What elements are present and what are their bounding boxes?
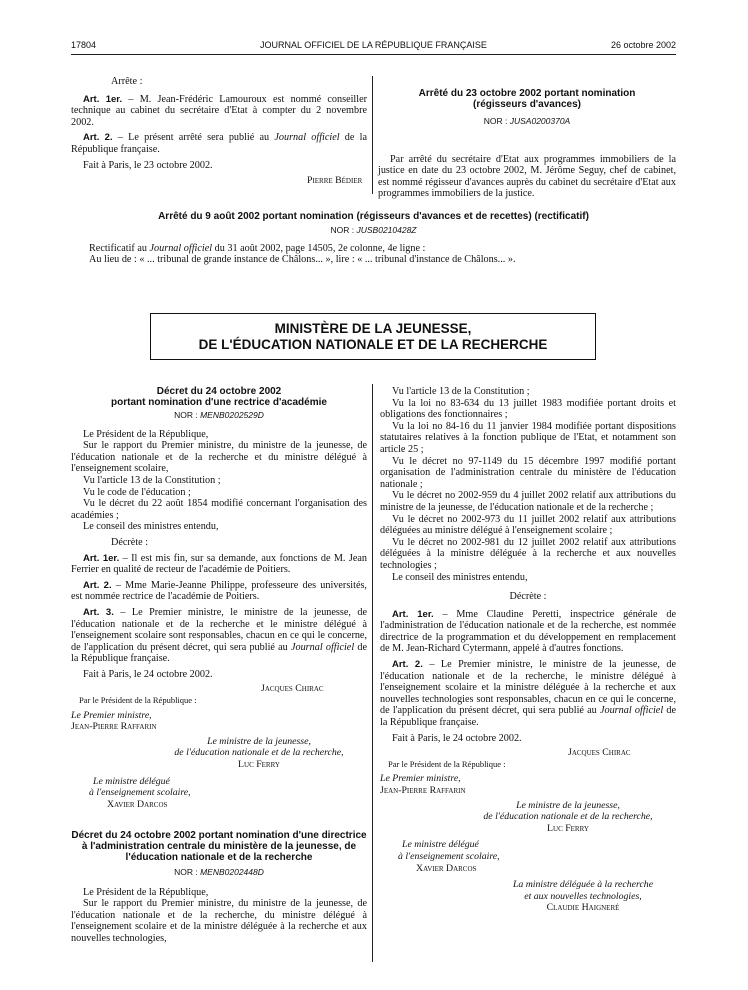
journal-title: JOURNAL OFFICIEL DE LA RÉPUBLIQUE FRANÇAISE [260,40,487,50]
decret2-president: Le Président de la République, [83,886,209,898]
decret2-min-title1: Le ministre de la jeunesse, [516,799,620,811]
decret2-rech-name: Claudie Haigneré [546,902,620,914]
decret1-min-name: Luc Ferry [238,759,280,771]
decret2-vu-decret-959: Vu le décret no 2002-959 du 4 juillet 2002 relatif aux attributions du ministre de la jeunesse, de l'éducation nationale et de la recherche ; [380,490,676,513]
arrete-label: Arrête : [111,76,143,87]
decret2-min-title2: de l'éducation nationale et de la recherche, [483,811,653,823]
decret2-rapport: Sur le rapport du Premier ministre, du ministre de la jeunesse, de l'éducation nationale et de la recherche, du ministre délégué à l'enseignement scolaire et de la ministre déléguée à la recherche et aux nouvelles technologies, [71,898,367,944]
decret2-rech-title1: La ministre déléguée à la recherche [512,879,654,891]
decret2-del-title2: à l'enseignement scolaire, [398,850,500,862]
decret2-del-title1: Le ministre délégué [402,839,479,851]
decret1-title-line1: Décret du 24 octobre 2002 [156,386,282,397]
decret2-decrete: Décrète : [509,591,547,603]
decret2-fait: Fait à Paris, le 24 octobre 2002. [392,732,522,744]
nor-menb-448: NOR : MENB0202448D [174,867,264,877]
top-left-block [71,76,367,187]
decret1-art2: Art. 2. – Mme Marie-Jeanne Philippe, professeure des universités, est nommée rectrice de l'académie de Poitiers. [71,579,367,603]
decret2-rech-title2: et aux nouvelles technologies, [524,890,642,902]
decret1-vu-constitution: Vu l'article 13 de la Constitution ; [83,474,221,486]
decret1-min-title1: Le ministre de la jeunesse, [207,735,311,747]
decret1-par-president: Par le Président de la République : [79,695,197,706]
decret2-pm-title: Le Premier ministre, [380,773,461,785]
decret2-art2: Art. 2. – Le Premier ministre, le ministre de la jeunesse, de l'éducation nationale et de la recherche, le ministre délégué à l'enseignement scolaire et la ministre déléguée à la recherche et aux nouvelles technologies sont responsables, chacun en ce qui le concerne, de l'application du présent décret, qui sera publié au Journal officiel de la République française. [380,659,676,729]
decret-directrice [71,830,367,945]
decret2-del-name: Xavier Darcos [416,862,477,874]
rectificatif-line1: Rectificatif au Journal officiel du 31 août 2002, page 14505, 2e colonne, 4e ligne : [89,242,426,254]
decret1-vu-code: Vu le code de l'éducation ; [83,486,191,498]
ministry-banner [150,313,596,360]
decret1-pm-title: Le Premier ministre, [71,709,152,721]
decret1-art1: Art. 1er. – Il est mis fin, sur sa demande, aux fonctions de M. Jean Ferrier en qualité de recteur de l'académie de Poitiers. [71,552,367,576]
decret1-rapport: Sur le rapport du Premier ministre, du ministre de la jeunesse, de l'éducation nationale et de la recherche et du ministre délégué à l'enseignement scolaire, [71,440,367,475]
top-left-art2: Art. 2. – Le présent arrêté sera publié au Journal officiel de la République française. [71,132,368,155]
nor-menb-529: NOR : MENB0202529D [174,410,264,420]
decret1-art3: Art. 3. – Le Premier ministre, le ministre de la jeunesse, de l'éducation nationale et de la recherche et le ministre délégué à l'enseignement scolaire sont responsables, chacun en ce qui le concerne, de l'application du présent décret, qui sera publié au Journal officiel de la République française. [71,606,367,665]
decret1-vu-decret: Vu le décret du 22 août 1854 modifié concernant l'organisation des académies ; [71,498,367,521]
arrete-regisseurs-title: Arrêté du 23 octobre 2002 portant nomination (régisseurs d'avances) [418,88,636,110]
column-divider-top [372,76,373,194]
signature-bedier: Pierre Bédier [307,175,363,187]
rectificatif-block [71,211,676,266]
column-divider-bottom [372,384,373,962]
decret1-del-title2: à l'enseignement scolaire, [89,787,191,799]
issue-date: 26 octobre 2002 [610,40,676,50]
decret1-fait: Fait à Paris, le 24 octobre 2002. [83,668,213,680]
decret2-art1: Art. 1er. – Mme Claudine Peretti, inspectrice générale de l'administration de l'éducation nationale et de la recherche, est nommée directrice de la programmation et du développement en remplacement de M. Jean-Richard Cytermann, appelé à d'autres fonctions. [380,608,676,655]
decret2-pm-name: Jean-Pierre Raffarin [380,785,466,796]
decret1-del-name: Xavier Darcos [107,798,168,810]
decret2-conseil: Le conseil des ministres entendu, [392,571,528,583]
decret2-vu-decret-97: Vu le décret no 97-1149 du 15 décembre 1997 modifié portant organisation de l'administration centrale du ministère de l'éducation nationale ; [380,455,676,490]
nor-jusb: NOR : JUSB0210428Z [330,225,417,235]
decret1-sig-chirac: Jacques Chirac [261,683,324,695]
decret1-decrete: Décrète : [111,536,149,548]
decret2-vu-loi-84: Vu la loi no 84-16 du 11 janvier 1984 modifiée portant dispositions statutaires relatives à la fonction publique de l'Etat, et notamment son article 25 ; [380,420,676,455]
header-rule [71,54,676,55]
rectificatif-title: Arrêté du 9 août 2002 portant nomination (régisseurs d'avances et de recettes) (rectificatif) [158,211,589,222]
top-left-fait: Fait à Paris, le 23 octobre 2002. [83,159,213,171]
decret2-vu-loi-83: Vu la loi no 83-634 du 13 juillet 1983 modifiée portant droits et obligations des fonctionnaires ; [380,397,676,421]
decret2-vu-constitution: Vu l'article 13 de la Constitution ; [392,386,530,397]
decret2-vu-decret-973: Vu le décret no 2002-973 du 11 juillet 2002 relatif aux attributions déléguées au ministre délégué à l'enseignement scolaire ; [380,513,676,537]
decret2-vu-decret-981: Vu le décret no 2002-981 du 12 juillet 2002 relatif aux attributions déléguées à la ministre déléguée à la recherche et aux nouvelles technologies ; [380,536,676,571]
top-right-block [378,88,676,200]
decret2-min-name: Luc Ferry [547,822,589,834]
nor-jusa: NOR : JUSA0200370A [483,116,571,126]
ministry-line1: MINISTÈRE DE LA JEUNESSE, [274,321,472,336]
decret2-par-president: Par le Président de la République : [388,758,506,769]
decret2-title: Décret du 24 octobre 2002 portant nomination d'une directrice à l'administration centrale du ministère de la jeunesse, de l'éducation nationale et de la recherche [71,830,367,863]
page-number: 17804 [71,40,97,50]
decret1-del-title1: Le ministre délégué [93,775,170,787]
rectificatif-line2: Au lieu de : « ... tribunal de grande instance de Châlons... », lire : « ... tribunal d'instance de Châlons... ». [89,254,516,266]
arrete-regisseurs-body: Par arrêté du secrétaire d'Etat aux programmes immobiliers de la justice en date du 23 octobre 2002, M. Jérôme Seguy, chef de cabinet, est nommé régisseur d'avances auprès du cabinet du secrétaire d'Etat aux programmes immobiliers de la justice. [378,153,676,200]
decret2-sig-chirac: Jacques Chirac [568,747,631,759]
decret-rectrice [71,386,367,810]
ministry-line2: DE L'ÉDUCATION NATIONALE ET DE LA RECHERCHE [198,337,548,352]
decret1-conseil: Le conseil des ministres entendu, [83,521,219,533]
decret1-president: Le Président de la République, [83,428,209,440]
top-left-art1: Art. 1er. – M. Jean-Frédéric Lamouroux est nommé conseiller technique au cabinet du secrétaire d'Etat à compter du 2 novembre 2002. [71,93,367,128]
decret2-continuation [380,386,676,914]
decret1-pm-name: Jean-Pierre Raffarin [71,721,157,733]
decret1-title-line2: portant nomination d'une rectrice d'académie [111,397,327,408]
decret1-min-title2: de l'éducation nationale et de la recherche, [174,747,344,759]
